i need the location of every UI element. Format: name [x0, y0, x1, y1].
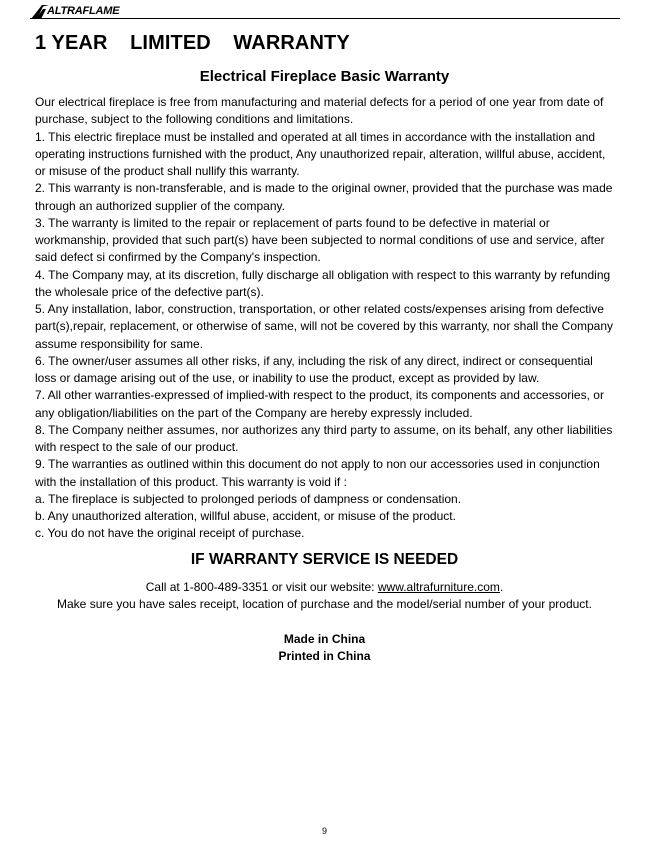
- printed-in-label: Printed in China: [278, 649, 371, 663]
- made-in-label: Made in China: [283, 632, 366, 646]
- website-link[interactable]: www.altrafurniture.com: [377, 580, 500, 594]
- origin-info: [0, 631, 649, 665]
- warranty-condition-8: 8. The Company neither assumes, nor authorizes any third party to assume, on its behalf, any other liabilities with respect to the sale of our product.: [35, 422, 613, 454]
- warranty-intro: Our electrical fireplace is free from manufacturing and material defects for a period of one year from date of purchase, subject to the following conditions and limitations.: [35, 95, 604, 127]
- contact-period: .: [499, 580, 504, 594]
- page-title: 1 YEAR LIMITED WARRANTY: [35, 32, 350, 54]
- service-heading: IF WARRANTY SERVICE IS NEEDED: [190, 551, 459, 568]
- warranty-condition-1: 1. This electric fireplace must be installed and operated at all times in accordance with the installation and operating instructions furnished with the product, Any unauthorized repair, alteration, willful abuse, accident, or misuse of the product shall nullify this warranty.: [35, 129, 606, 178]
- receipt-note: Make sure you have sales receipt, location of purchase and the model/serial number of your product.: [57, 597, 592, 611]
- warranty-condition-6: 6. The owner/user assumes all other risks, if any, including the risk of any direct, indirect or consequential loss or damage arising out of the use, or inability to use the product, except as provided by law.: [35, 353, 593, 385]
- warranty-condition-4: 4. The Company may, at its discretion, fully discharge all obligation with respect to this warranty by refunding the wholesale price of the defective part(s).: [35, 267, 611, 299]
- void-condition-b: b. Any unauthorized alteration, willful abuse, accident, or misuse of the product.: [35, 509, 456, 523]
- warranty-condition-9: 9. The warranties as outlined within this document do not apply to non our accessories used in conjunction with the installation of this product. This warranty is void if :: [35, 457, 600, 489]
- warranty-condition-7: 7. All other warranties-expressed of implied-with respect to the product, its components and accessories, or any obligation/liabilities on the part of the Company are hereby expressly included.: [35, 388, 604, 420]
- void-condition-c: c. You do not have the original receipt of purchase.: [35, 526, 305, 541]
- void-condition-a: a. The fireplace is subjected to prolonged periods of dampness or condensation.: [35, 491, 462, 506]
- warranty-condition-2: 2. This warranty is non-transferable, and is made to the original owner, provided that the purchase was made through an authorized supplier of the company.: [35, 181, 613, 213]
- header-divider: [30, 18, 620, 19]
- page-number: 9: [321, 826, 327, 836]
- contact-info: [0, 579, 649, 613]
- warranty-condition-3: 3. The warranty is limited to the repair or replacement of parts found to be defective in material or workmanship, provided that such part(s) have been subjected to normal conditions of use and service, after said defect si confirmed by the Company's inspection.: [35, 215, 605, 265]
- contact-line: [0, 579, 649, 596]
- section-subtitle: Electrical Fireplace Basic Warranty: [199, 68, 450, 85]
- warranty-terms: [35, 94, 617, 543]
- contact-call-text: Call at 1-800-489-3351 or visit our website:: [145, 580, 378, 594]
- warranty-condition-5: 5. Any installation, labor, construction, transportation, or other related costs/expenses arising from defective part(s),repair, replacement, or otherwise of same, will not be covered by this warranty, nor shall the Company assume responsibility for same.: [35, 302, 614, 351]
- logo-text: ALTRAFLAME: [47, 5, 120, 17]
